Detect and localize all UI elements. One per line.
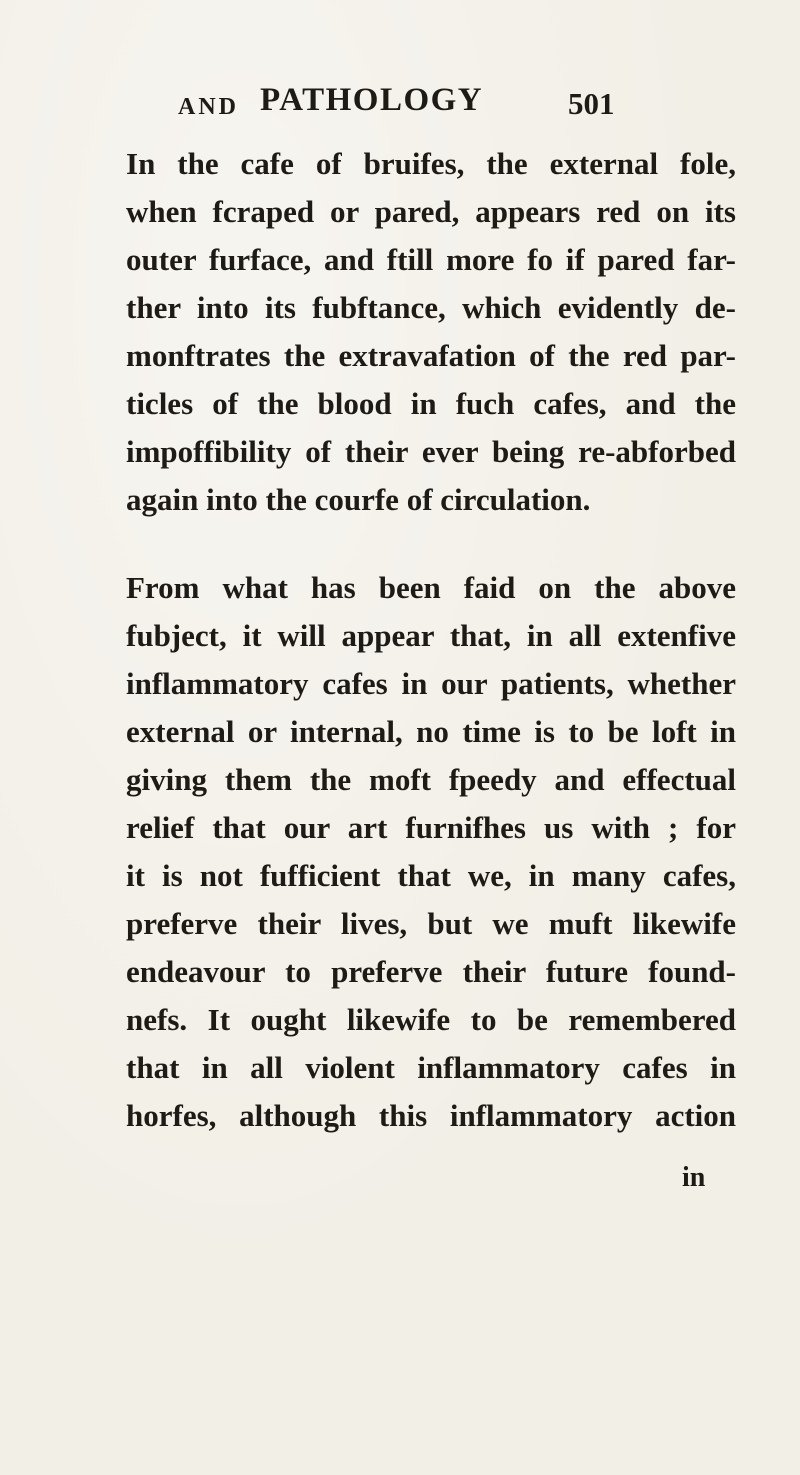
text-line: relief that our art furnifhes us with ; for [126, 810, 736, 845]
catchword: in [682, 1162, 706, 1193]
text-line: nefs. It ought likewife to be remembered [126, 1002, 736, 1037]
text-line: endeavour to preferve their future found- [126, 954, 736, 989]
running-head-title: PATHOLOGY [260, 82, 484, 118]
text-line: ticles of the blood in fuch cafes, and the [126, 386, 736, 421]
text-line: preferve their lives, but we muft likewife [126, 906, 736, 941]
running-head [0, 80, 800, 130]
page-number: 501 [568, 86, 615, 121]
text-line: horfes, although this inflammatory action [126, 1098, 736, 1133]
text-line: From what has been faid on the above [126, 570, 736, 605]
body-text [126, 140, 736, 1140]
text-line: In the cafe of bruifes, the external fole, [126, 146, 736, 181]
paragraph-inflammatory-cases [126, 564, 736, 1140]
text-line: outer furface, and ftill more fo if pared far- [126, 242, 736, 277]
text-line: external or internal, no time is to be loft in [126, 714, 736, 749]
text-line: ther into its fubftance, which evidently de- [126, 290, 736, 325]
text-line: giving them the moft fpeedy and effectual [126, 762, 736, 797]
text-line: fubject, it will appear that, in all extenfive [126, 618, 736, 653]
paragraph-gap [126, 524, 736, 564]
running-head-prefix: AND [178, 94, 239, 120]
text-line: it is not fufficient that we, in many cafes, [126, 858, 736, 893]
text-line: inflammatory cafes in our patients, whether [126, 666, 736, 701]
text-line: impoffibility of their ever being re-abforbed [126, 434, 736, 469]
paragraph-bruises [126, 140, 736, 524]
text-line: again into the courfe of circulation. [126, 482, 591, 517]
text-line: that in all violent inflammatory cafes in [126, 1050, 736, 1085]
text-line: when fcraped or pared, appears red on its [126, 194, 736, 229]
text-line: monftrates the extravafation of the red par- [126, 338, 736, 373]
